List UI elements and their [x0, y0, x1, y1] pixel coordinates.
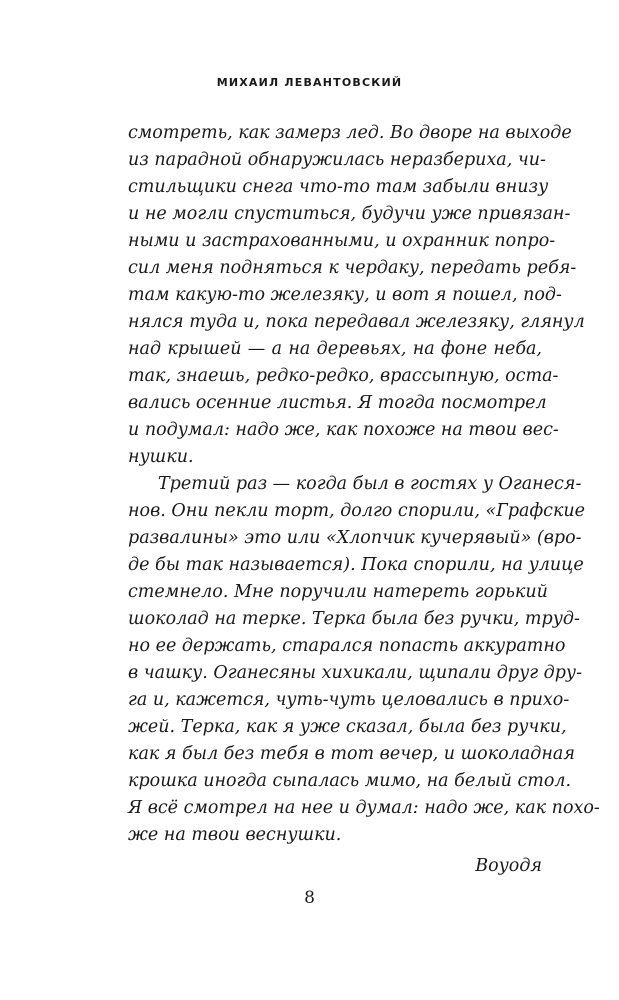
text-line: над крышей — а на деревьях, на фоне неба, — [128, 339, 542, 359]
text-line: нушки. — [128, 447, 194, 467]
text-line: но ее держать, старался попасть аккуратно — [128, 636, 566, 656]
running-head-author: МИХАИЛ ЛЕВАНТОВСКИЙ — [216, 76, 403, 89]
text-line: же на твои веснушки. — [128, 825, 342, 845]
text-line: вались осенние листья. Я тогда посмотрел — [128, 393, 547, 413]
letter-signature: Воуодя — [475, 856, 542, 876]
text-line: Я всё смотрел на нее и думал: надо же, как похо- — [128, 798, 600, 818]
body-text — [128, 120, 600, 880]
text-line: ными и застрахованными, и охранник попро- — [128, 231, 556, 251]
text-line: так, знаешь, редко-редко, врассыпную, оста- — [128, 366, 559, 386]
text-line: де бы так называется). Пока спорили, на улице — [128, 555, 584, 575]
page-number: 8 — [304, 888, 315, 908]
paragraph-1 — [128, 120, 585, 471]
text-line: шоколад на терке. Терка была без ручки, труд- — [128, 609, 580, 629]
text-line: из парадной обнаружилась неразбериха, чи- — [128, 150, 546, 170]
text-line: как я был без тебя в тот вечер, и шоколадная — [128, 744, 575, 764]
text-line: Третий раз — когда был в гостях у Оганеся- — [158, 474, 582, 494]
text-line: нялся туда и, пока передавал железяку, глянул — [128, 312, 585, 332]
text-line: жей. Терка, как я уже сказал, была без ручки, — [128, 717, 567, 737]
text-line: смотреть, как замерз лед. Во дворе на выходе — [128, 123, 572, 143]
text-line: стемнело. Мне поручили натереть горький — [128, 582, 548, 602]
text-line: и подумал: надо же, как похоже на твои вес- — [128, 420, 559, 440]
text-line: развалины» это или «Хлопчик кучерявый» (вро- — [128, 528, 582, 548]
text-line: там какую-то железяку, и вот я пошел, под- — [128, 285, 562, 305]
text-line: стильщики снега что-то там забыли внизу — [128, 177, 549, 197]
paragraph-2 — [128, 471, 600, 849]
text-line: га и, кажется, чуть-чуть целовались в прихо- — [128, 690, 570, 710]
text-line: в чашку. Оганесяны хихикали, щипали друг дру- — [128, 663, 582, 683]
text-line: и не могли спуститься, будучи уже привязан- — [128, 204, 571, 224]
text-line: сил меня подняться к чердаку, передать ребя- — [128, 258, 577, 278]
text-line: крошка иногда сыпалась мимо, на белый стол. — [128, 771, 572, 791]
text-line: нов. Они пекли торт, долго спорили, «Графские — [128, 501, 586, 521]
